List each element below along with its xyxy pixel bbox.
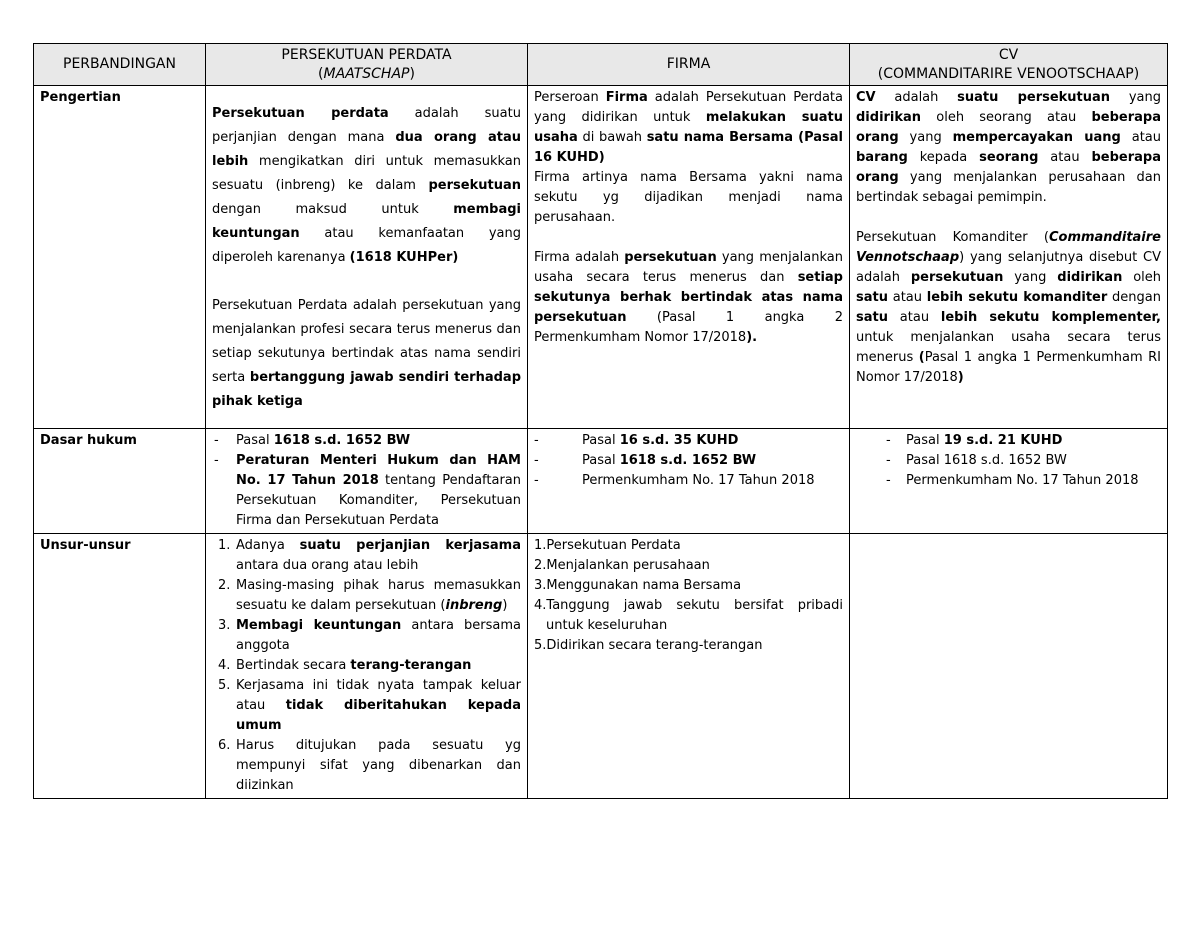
list-item: - Pasal 1618 s.d. 1652 BW [214, 433, 411, 448]
unsur-persekutuan-cell [206, 534, 528, 799]
list-item: - Pasal 1618 s.d. 1652 BW [534, 453, 757, 468]
row-label-dasar-hukum: Dasar hukum [34, 429, 206, 534]
dasar-hukum-persekutuan-cell [206, 429, 528, 534]
row-label-unsur-unsur: Unsur-unsur [34, 534, 206, 799]
pengertian-firma-cell: Perseroan Firma adalah Persekutuan Perdata yang didirikan untuk melakukan suatu usaha di bawah satu nama Bersama (Pasal 16 KUHD) Firma artinya nama Bersama yakni nama sekutu yg dijadikan menjadi nama perusahaan. Firma adalah persekutuan yang menjalankan usaha secara terus menerus dan setiap sekutunya berhak bertindak atas nama persekutuan (Pasal 1 angka 2 Permenkumham Nomor 17/2018). [528, 86, 850, 429]
row-label-pengertian: Pengertian [34, 86, 206, 429]
row-pengertian [34, 86, 1168, 429]
unsur-cv-cell [850, 534, 1168, 799]
comparison-table [33, 43, 1168, 799]
dasar-hukum-firma-cell [528, 429, 850, 534]
list-item: - Pasal 19 s.d. 21 KUHD [886, 433, 1063, 448]
list-item: 2.Menjalankan perusahaan [534, 558, 710, 573]
pengertian-persekutuan-cell: Persekutuan perdata adalah suatu perjanjian dengan mana dua orang atau lebih mengikatkan diri untuk memasukkan sesuatu (inbreng) ke dalam persekutuan dengan maksud untuk membagi keuntungan atau kemanfaatan yang diperoleh karenanya (1618 KUHPer) Persekutuan Perdata adalah persekutuan yang menjalankan profesi secara terus menerus dan setiap sekutunya bertindak atas nama sendiri serta bertanggung jawab sendiri terhadap pihak ketiga [206, 86, 528, 429]
list-item: 3. Membagi keuntungan antara bersama anggota [218, 618, 521, 653]
pengertian-cv-cell: CV adalah suatu persekutuan yang didirikan oleh seorang atau beberapa orang yang mempercayakan uang atau barang kepada seorang atau beberapa orang yang menjalankan perusahaan dan bertindak sebagai pemimpin. Persekutuan Komanditer (Commanditaire Vennotschaap) yang selanjutnya disebut CV adalah persekutuan yang didirikan oleh satu atau lebih sekutu komanditer dengan satu atau lebih sekutu komplementer, untuk menjalankan usaha secara terus menerus (Pasal 1 angka 1 Permenkumham RI Nomor 17/2018) [850, 86, 1168, 429]
list-item: 1.Persekutuan Perdata [534, 538, 681, 553]
list-item: 6. Harus ditujukan pada sesuatu yg mempunyi sifat yang dibenarkan dan diizinkan [218, 738, 521, 793]
dasar-hukum-cv-cell [850, 429, 1168, 534]
list-item: - Pasal 16 s.d. 35 KUHD [534, 433, 739, 448]
row-dasar-hukum [34, 429, 1168, 534]
header-persekutuan-perdata: PERSEKUTUAN PERDATA (MAATSCHAP) [206, 44, 528, 86]
list-item: 1. Adanya suatu perjanjian kerjasama antara dua orang atau lebih [218, 538, 521, 573]
list-item: 4. Bertindak secara terang-terangan [218, 658, 472, 673]
list-item: - Permenkumham No. 17 Tahun 2018 [534, 473, 815, 488]
header-row [34, 44, 1168, 86]
list-item: 2. Masing-masing pihak harus memasukkan sesuatu ke dalam persekutuan (inbreng) [218, 578, 521, 613]
list-item: - Permenkumham No. 17 Tahun 2018 [886, 473, 1139, 488]
list-item: 5.Didirikan secara terang-terangan [534, 638, 763, 653]
list-item: - Peraturan Menteri Hukum dan HAM No. 17 Tahun 2018 tentang Pendaftaran Persekutuan Komanditer, Persekutuan Firma dan Persekutuan Perdata [214, 453, 521, 528]
row-unsur-unsur [34, 534, 1168, 799]
list-item: 5. Kerjasama ini tidak nyata tampak keluar atau tidak diberitahukan kepada umum [218, 678, 522, 733]
list-item: 4.Tanggung jawab sekutu bersifat pribadi untuk keseluruhan [534, 598, 843, 633]
unsur-firma-cell [528, 534, 850, 799]
list-item: - Pasal 1618 s.d. 1652 BW [886, 453, 1067, 468]
list-item: 3.Menggunakan nama Bersama [534, 578, 742, 593]
header-firma: FIRMA [528, 44, 850, 86]
header-cv: CV (COMMANDITARIRE VENOOTSCHAAP) [850, 44, 1168, 86]
header-perbandingan: PERBANDINGAN [34, 44, 206, 86]
